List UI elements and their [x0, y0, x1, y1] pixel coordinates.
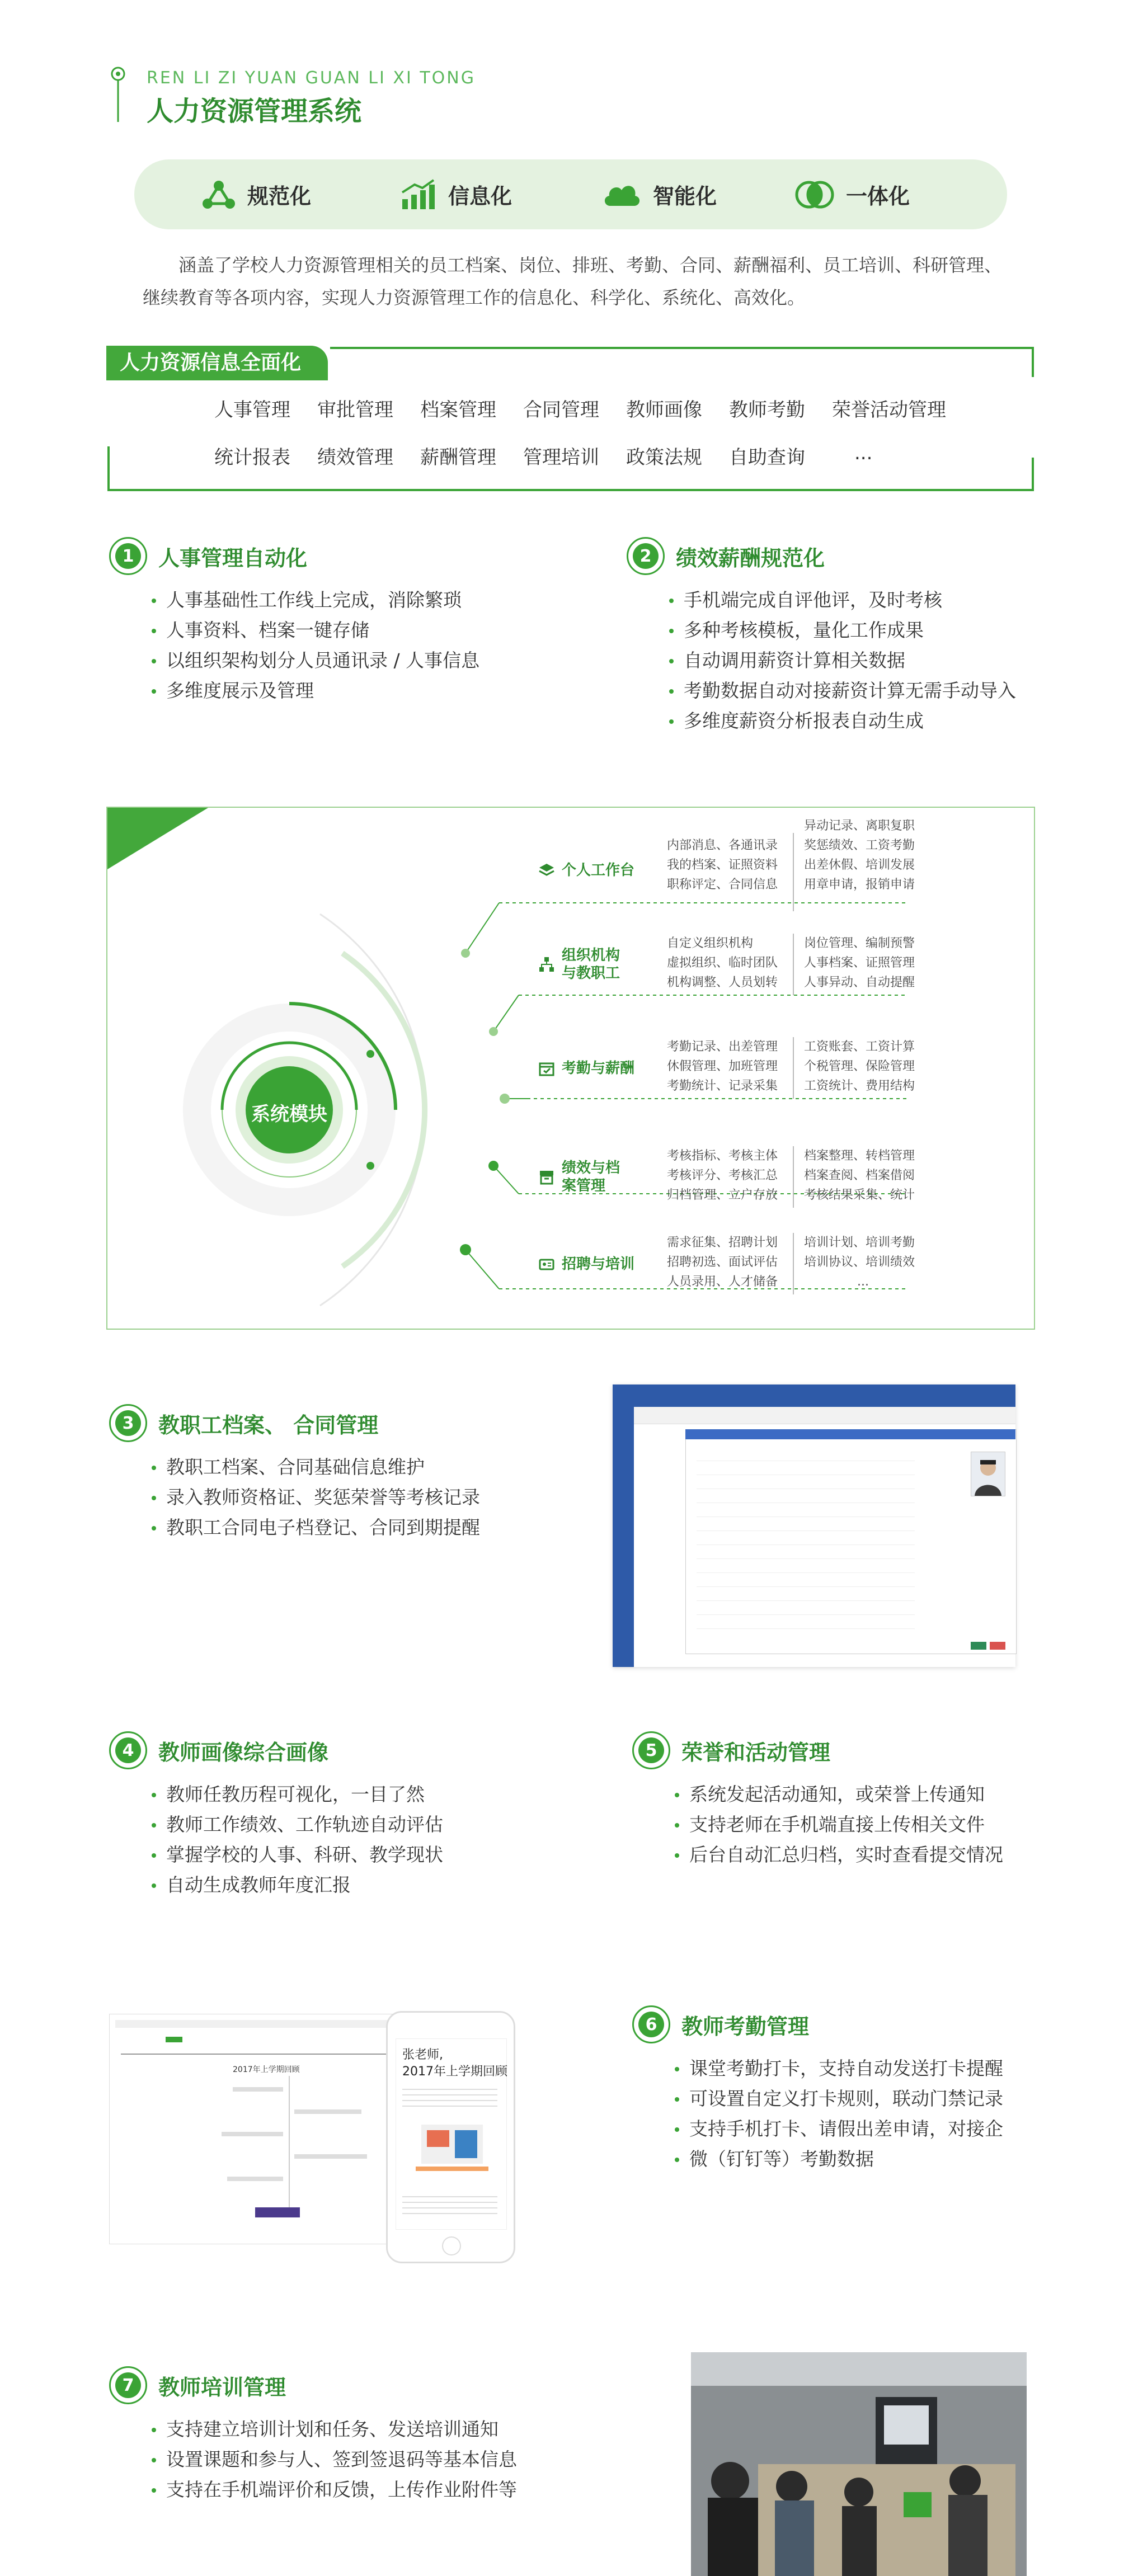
- ticket-icon: [538, 1256, 555, 1273]
- section-heading: [632, 1731, 1003, 1769]
- module-row-org: [538, 946, 620, 982]
- avatar: [971, 1452, 1005, 1496]
- bullet-list: [671, 1779, 1003, 1870]
- module-detail-a: 考勤记录、出差管理 休假管理、加班管理 考勤统计、记录采集: [667, 1040, 778, 1093]
- title-marker-icon: [110, 66, 126, 122]
- module-center-label: 系统模块: [251, 1103, 327, 1125]
- number-badge: 6: [632, 2005, 670, 2043]
- bullet: 设置课题和参与人、签到签退码等基本信息: [148, 2445, 517, 2475]
- bullet: 课堂考勤打卡，支持自动发送打卡提醒: [671, 2054, 1003, 2084]
- bullet: 掌握学校的人事、科研、教学现状: [148, 1840, 443, 1870]
- calendar-icon: [538, 1060, 555, 1077]
- section-title: 教师考勤管理: [681, 2014, 810, 2039]
- feature-bar: [134, 159, 1007, 229]
- phone-greeting: 张老师,: [402, 2048, 443, 2062]
- section-title: 教师培训管理: [158, 2375, 286, 2400]
- phone-mockup: [386, 2011, 515, 2263]
- title-pinyin: REN LI ZI YUAN GUAN LI XI TONG: [147, 68, 476, 88]
- training-photo: [691, 2352, 1027, 2576]
- module-detail-b: 岗位管理、编制预警 人事档案、证照管理 人事异动、自动提醒: [804, 936, 915, 990]
- feature-label: 一体化: [846, 184, 910, 209]
- section-4: [109, 1731, 443, 1900]
- bar-chart-icon: [400, 179, 437, 210]
- bullet: 系统发起活动通知，或荣誉上传通知: [671, 1779, 1003, 1810]
- section-heading: [109, 2366, 517, 2404]
- cloud-icon: [601, 180, 642, 209]
- module-row-recruitment: 招聘与培训: [538, 1255, 634, 1273]
- info-item: 薪酬管理: [420, 446, 496, 469]
- module-detail-b: 工资账套、工资计算 个税管理、保险管理 工资统计、费用结构: [804, 1040, 915, 1093]
- module-detail-b: 培训计划、培训考勤 培训协议、培训绩效 ...: [804, 1236, 915, 1289]
- bullet: 多维度展示及管理: [148, 676, 479, 706]
- info-item: 人事管理: [214, 399, 290, 421]
- bullet: 支持老师在手机端直接上传相关文件: [671, 1810, 1003, 1840]
- module-row-personal: 个人工作台: [538, 861, 634, 879]
- section-heading: [109, 537, 479, 575]
- illustration-icon: [410, 2113, 494, 2181]
- bullet: 以组织架构划分人员通讯录 / 人事信息: [148, 646, 479, 676]
- circles-icon: [794, 179, 835, 210]
- section-3: [109, 1404, 480, 1543]
- number-badge: 1: [109, 537, 147, 575]
- bullet: 人事基础性工作线上完成，消除繁琐: [148, 585, 479, 615]
- info-item: 绩效管理: [317, 446, 393, 469]
- feature-integration: [794, 159, 910, 229]
- intro-paragraph: 涵盖了学校人力资源管理相关的员工档案、岗位、排班、考勤、合同、薪酬福利、员工培训、科研管理、继续教育等各项内容，实现人力资源管理工作的信息化、科学化、系统化、高效化。: [143, 255, 1003, 308]
- section-heading: [109, 1404, 480, 1442]
- info-item: 教师考勤: [729, 399, 805, 421]
- feature-standardization: [201, 159, 311, 229]
- info-item: 档案管理: [420, 399, 496, 421]
- module-detail-a: 内部消息、各通讯录 我的档案、证照资料 职称评定、合同信息: [667, 839, 778, 892]
- section-title: 教师画像综合画像: [158, 1740, 329, 1765]
- info-item: 荣誉活动管理: [832, 399, 946, 421]
- info-box-title: 人力资源信息全面化: [106, 346, 328, 380]
- module-label-multiline: 组织机构 与教职工: [562, 947, 620, 982]
- feature-label: 规范化: [247, 184, 312, 209]
- bullet: 支持建立培训计划和任务、发送培训通知: [148, 2414, 517, 2445]
- bullet: 自动生成教师年度汇报: [148, 1870, 443, 1900]
- section-heading: [109, 1731, 443, 1769]
- info-item: 教师画像: [626, 399, 702, 421]
- section-title: 人事管理自动化: [158, 545, 308, 571]
- info-item: 合同管理: [523, 399, 599, 421]
- section-7: [109, 2366, 517, 2505]
- archive-icon: [538, 1169, 555, 1185]
- info-item: ...: [854, 442, 873, 464]
- section-title: 教职工档案、 合同管理: [158, 1412, 379, 1438]
- module-detail-b: 异动记录、离职复职 奖惩绩效、工资考勤 出差休假、培训发展 用章申请，报销申请: [804, 819, 915, 892]
- module-detail-a: 自定义组织机构 虚拟组织、临时团队 机构调整、人员划转: [667, 936, 778, 990]
- meeting-photo-icon: [691, 2352, 1027, 2576]
- section-heading: [632, 2005, 1003, 2043]
- info-item: 自助查询: [729, 446, 805, 469]
- section-title: 荣誉和活动管理: [681, 1740, 831, 1765]
- bullet-list: [671, 2054, 1003, 2174]
- bullet: 支持手机打卡、请假出差申请，对接企: [671, 2114, 1003, 2144]
- bullet: 后台自动汇总归档，实时查看提交情况: [671, 1840, 1003, 1870]
- number-badge: 4: [109, 1731, 147, 1769]
- module-detail-a: 需求征集、招聘计划 招聘初选、面试评估 人员录用、人才储备: [667, 1236, 778, 1289]
- bullet: 教职工档案、合同基础信息维护: [148, 1452, 480, 1482]
- section-2: [627, 537, 1016, 736]
- number-badge: 2: [627, 537, 665, 575]
- network-icon: [201, 179, 236, 210]
- section-6: [632, 2005, 1003, 2174]
- info-item: 审批管理: [317, 399, 393, 421]
- feature-label: 智能化: [653, 184, 717, 209]
- feature-label: 信息化: [448, 184, 512, 209]
- bullet-list: [148, 1779, 443, 1900]
- bullet: 多维度薪资分析报表自动生成: [666, 706, 1016, 736]
- section-title: 绩效薪酬规范化: [676, 545, 825, 571]
- info-item: 统计报表: [214, 446, 290, 469]
- module-row-performance: 绩效与档 案管理: [538, 1159, 620, 1195]
- bullet: 教师工作绩效、工作轨迹自动评估: [148, 1810, 443, 1840]
- bullet: 录入教师资格证、奖惩荣誉等考核记录: [148, 1482, 480, 1513]
- bullet: 支持在手机端评价和反馈，上传作业附件等: [148, 2475, 517, 2505]
- org-icon: [538, 956, 555, 973]
- phone-headline: 2017年上学期回顾: [402, 2065, 507, 2079]
- feature-intelligence: [601, 159, 717, 229]
- bullet: 微（钉钉等）考勤数据: [671, 2144, 1003, 2174]
- section-1: [109, 537, 479, 706]
- bullet: 多种考核模板，量化工作成果: [666, 615, 1016, 646]
- layers-icon: [538, 862, 555, 879]
- section-5: [632, 1731, 1003, 1870]
- bullet: 教师任教历程可视化，一目了然: [148, 1779, 443, 1810]
- number-badge: 7: [109, 2366, 147, 2404]
- bullet: 人事资料、档案一键存储: [148, 615, 479, 646]
- bullet: 手机端完成自评他评，及时考核: [666, 585, 1016, 615]
- archive-screenshot: [613, 1384, 1015, 1667]
- module-diagram: [106, 807, 1035, 1330]
- bullet-list: [666, 585, 1016, 736]
- bullet: 自动调用薪资计算相关数据: [666, 646, 1016, 676]
- bullet: 可设置自定义打卡规则，联动门禁记录: [671, 2084, 1003, 2114]
- module-detail-b: 档案整理、转档管理 档案查阅、档案借阅 考核结果采集、统计: [804, 1149, 915, 1202]
- bullet: 教职工合同电子档登记、合同到期提醒: [148, 1513, 480, 1543]
- info-item: 政策法规: [626, 446, 702, 469]
- module-row-attendance: 考勤与薪酬: [538, 1059, 634, 1077]
- module-detail-a: 考核指标、考核主体 考核评分、考核汇总 归档管理、立户存放: [667, 1149, 778, 1202]
- number-badge: 3: [109, 1404, 147, 1442]
- info-item: 管理培训: [523, 446, 599, 469]
- feature-informatization: [400, 159, 512, 229]
- timeline-title: 2017年上学期回顾: [233, 2065, 300, 2074]
- bullet-list: [148, 2414, 517, 2505]
- page-title: 人力资源管理系统: [147, 96, 362, 127]
- bullet: 考勤数据自动对接薪资计算无需手动导入: [666, 676, 1016, 706]
- info-box-items: [214, 394, 998, 469]
- bullet-list: [148, 1452, 480, 1543]
- section-heading: [627, 537, 1016, 575]
- number-badge: 5: [632, 1731, 670, 1769]
- bullet-list: [148, 585, 479, 706]
